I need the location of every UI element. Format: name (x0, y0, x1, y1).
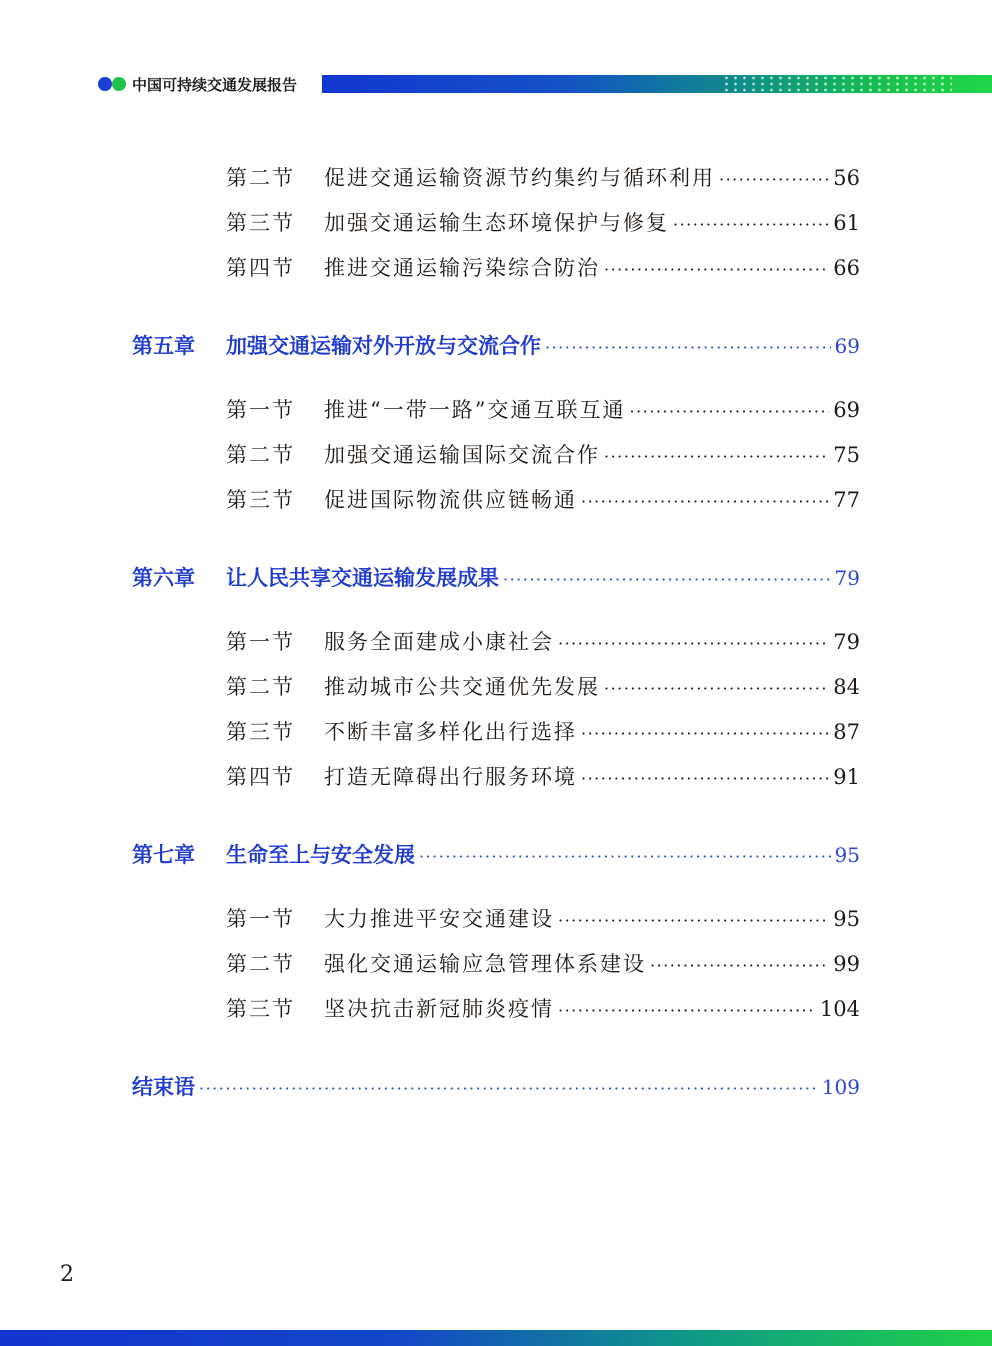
dot-leader (673, 215, 829, 234)
section-title: 推进交通运输污染综合防治 (324, 256, 600, 280)
section-label: 第一节 (226, 630, 295, 654)
chapter-title: 加强交通运输对外开放与交流合作 (226, 334, 541, 358)
section-page: 104 (819, 997, 860, 1021)
section-label: 第三节 (226, 211, 295, 235)
dot-leader (545, 338, 831, 357)
toc-section-7-2[interactable] (226, 948, 860, 978)
chapter-label: 第七章 (132, 843, 195, 867)
dot-leader (503, 570, 831, 589)
section-label: 第二节 (226, 443, 295, 467)
dot-leader (604, 447, 829, 466)
section-label: 第一节 (226, 907, 295, 931)
toc-section-6-1[interactable] (226, 626, 860, 656)
dot-leader (719, 170, 829, 189)
section-page: 75 (833, 443, 860, 467)
section-page: 61 (833, 211, 860, 235)
section-title: 服务全面建成小康社会 (324, 630, 554, 654)
section-label: 第二节 (226, 166, 295, 190)
section-label: 第二节 (226, 952, 295, 976)
toc-section-6-3[interactable] (226, 716, 860, 746)
dot-leader (199, 1079, 818, 1098)
section-page: 84 (833, 675, 860, 699)
section-page: 87 (833, 720, 860, 744)
toc-section-7-1[interactable] (226, 903, 860, 933)
toc-conclusion[interactable] (132, 1071, 860, 1101)
page-number: 2 (60, 1262, 74, 1287)
section-title: 促进交通运输资源节约集约与循环利用 (324, 166, 715, 190)
toc-section-7-3[interactable] (226, 993, 860, 1023)
section-page: 56 (833, 166, 860, 190)
section-page: 79 (833, 630, 860, 654)
section-label: 第二节 (226, 675, 295, 699)
conclusion-title: 结束语 (132, 1075, 195, 1099)
section-label: 第四节 (226, 256, 295, 280)
section-title: 加强交通运输生态环境保护与修复 (324, 211, 669, 235)
section-title: 推进“一带一路”交通互联互通 (324, 398, 626, 422)
dot-leader (558, 911, 829, 930)
toc-section-4-2[interactable] (226, 162, 860, 192)
dot-leader (604, 260, 829, 279)
section-page: 95 (833, 907, 860, 931)
section-title: 大力推进平安交通建设 (324, 907, 554, 931)
section-title: 打造无障碍出行服务环境 (324, 765, 577, 789)
chapter-title: 让人民共享交通运输发展成果 (226, 566, 499, 590)
section-page: 77 (833, 488, 860, 512)
chapter-page: 79 (834, 566, 860, 590)
toc-section-5-2[interactable] (226, 439, 860, 469)
section-label: 第一节 (226, 398, 295, 422)
toc-section-5-3[interactable] (226, 484, 860, 514)
section-label: 第三节 (226, 997, 295, 1021)
section-page: 99 (833, 952, 860, 976)
dot-leader (629, 402, 829, 421)
chapter-page: 69 (834, 334, 860, 358)
chapter-label: 第五章 (132, 334, 195, 358)
section-title: 坚决抗击新冠肺炎疫情 (324, 997, 554, 1021)
section-title: 不断丰富多样化出行选择 (324, 720, 577, 744)
dot-leader (581, 724, 829, 743)
section-label: 第三节 (226, 488, 295, 512)
dot-leader (558, 634, 829, 653)
section-title: 强化交通运输应急管理体系建设 (324, 952, 646, 976)
section-label: 第三节 (226, 720, 295, 744)
report-title: 中国可持续交通发展报告 (132, 76, 298, 94)
dot-leader (558, 1001, 816, 1020)
dot-leader (604, 679, 829, 698)
dot-leader (419, 847, 831, 866)
chapter-title: 生命至上与安全发展 (226, 843, 415, 867)
toc-section-6-4[interactable] (226, 761, 860, 791)
toc-section-5-1[interactable] (226, 394, 860, 424)
section-label: 第四节 (226, 765, 295, 789)
chapter-label: 第六章 (132, 566, 195, 590)
section-page: 69 (833, 398, 860, 422)
section-page: 91 (833, 765, 860, 789)
dot-leader (581, 769, 829, 788)
conclusion-page: 109 (821, 1075, 860, 1099)
footer-gradient-bar (0, 1330, 992, 1346)
chapter-page: 95 (834, 843, 860, 867)
dot-leader (581, 492, 829, 511)
toc-chapter-6[interactable] (132, 562, 860, 592)
toc-section-4-3[interactable] (226, 207, 860, 237)
section-page: 66 (833, 256, 860, 280)
section-title: 推动城市公共交通优先发展 (324, 675, 600, 699)
toc-section-6-2[interactable] (226, 671, 860, 701)
toc-chapter-7[interactable] (132, 839, 860, 869)
toc-section-4-4[interactable] (226, 252, 860, 282)
toc-chapter-5[interactable] (132, 330, 860, 360)
section-title: 加强交通运输国际交流合作 (324, 443, 600, 467)
dot-leader (650, 956, 829, 975)
section-title: 促进国际物流供应链畅通 (324, 488, 577, 512)
